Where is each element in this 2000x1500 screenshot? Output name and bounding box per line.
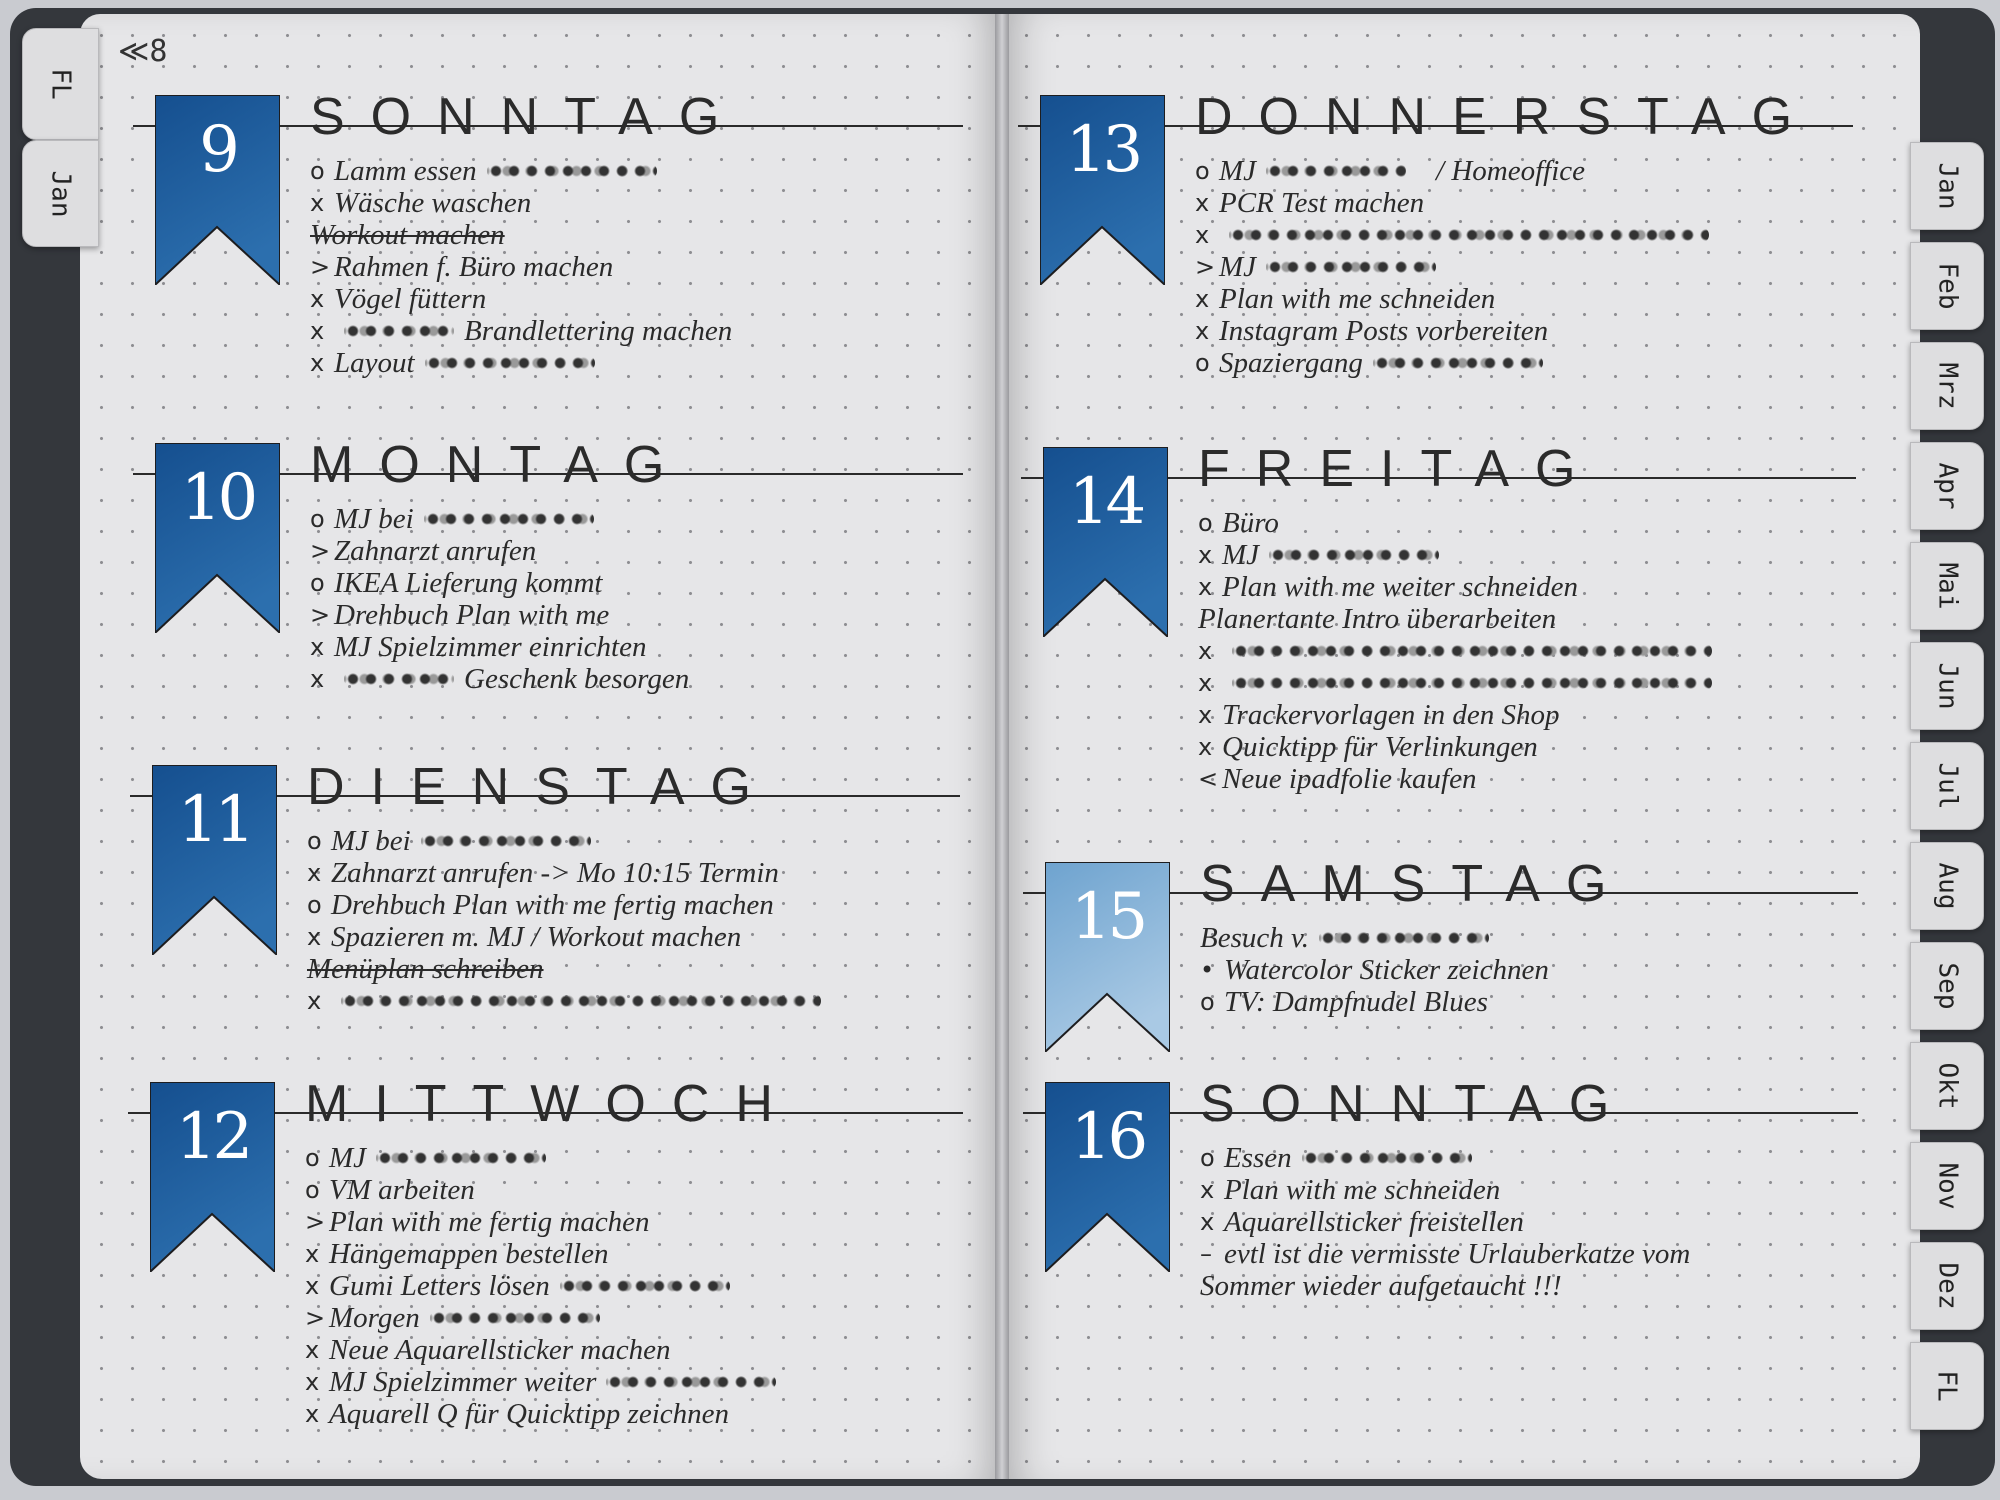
task-item[interactable] <box>1198 699 1712 731</box>
task-item[interactable] <box>1195 187 1709 219</box>
task-item[interactable] <box>310 663 689 695</box>
task-item[interactable] <box>1198 603 1712 635</box>
task-list <box>307 825 821 1017</box>
bullet-symbol: x <box>310 633 325 661</box>
redacted-text <box>424 511 594 527</box>
redacted-text <box>560 1278 730 1294</box>
task-item[interactable] <box>305 1334 776 1366</box>
date-banner <box>1040 95 1165 285</box>
task-item[interactable] <box>310 599 689 631</box>
bullet-symbol: o <box>1195 157 1210 185</box>
bullet-symbol: > <box>310 601 331 629</box>
bullet-symbol: x <box>310 317 325 345</box>
date-banner <box>155 443 280 633</box>
task-item[interactable] <box>1200 986 1549 1018</box>
task-item[interactable] <box>310 283 732 315</box>
task-item[interactable] <box>305 1398 776 1430</box>
task-item[interactable] <box>307 921 821 953</box>
redacted-text <box>1232 675 1712 691</box>
redacted-text <box>344 671 454 687</box>
redacted-text <box>341 993 821 1009</box>
task-item[interactable] <box>305 1142 776 1174</box>
weekday-title: SONNTAG <box>310 88 746 146</box>
bullet-symbol: x <box>1195 221 1210 249</box>
weekday-title: MONTAG <box>310 436 691 494</box>
task-text: Spazieren m. MJ / Workout machen <box>331 921 742 953</box>
bullet-symbol: o <box>310 157 325 185</box>
weekday-title: SAMSTAG <box>1200 855 1633 913</box>
weekday-title: FREITAG <box>1198 440 1602 498</box>
bullet-symbol: x <box>1200 1208 1215 1236</box>
date-number: 13 <box>1065 113 1140 187</box>
task-text: evtl ist die vermisste Urlauberkatze vom <box>1224 1238 1691 1270</box>
bullet-symbol: x <box>310 189 325 217</box>
task-text: Essen <box>1224 1142 1292 1174</box>
task-item[interactable] <box>310 631 689 663</box>
task-item[interactable] <box>1198 539 1712 571</box>
left-tab-fl[interactable] <box>22 28 99 140</box>
redacted-text <box>1269 547 1439 563</box>
task-item[interactable] <box>1200 1174 1690 1206</box>
task-item[interactable] <box>310 347 732 379</box>
redacted-text <box>376 1150 546 1166</box>
redacted-text <box>430 1310 600 1326</box>
month-tab-label: Okt <box>1932 1062 1962 1110</box>
task-text: Morgen <box>329 1302 420 1334</box>
month-tab-feb[interactable] <box>1910 242 1984 330</box>
date-number: 16 <box>1070 1100 1145 1174</box>
task-item[interactable] <box>310 535 689 567</box>
task-text: Büro <box>1222 507 1279 539</box>
task-list <box>1195 155 1709 379</box>
month-tab-label: FL <box>1932 1370 1962 1402</box>
task-list <box>305 1142 776 1430</box>
task-text: IKEA Lieferung kommt <box>334 567 603 599</box>
task-item[interactable] <box>1195 219 1709 251</box>
date-banner <box>150 1082 275 1272</box>
bullet-symbol: o <box>310 569 325 597</box>
bullet-symbol: x <box>1198 669 1213 697</box>
bullet-symbol: x <box>1195 317 1210 345</box>
month-tab-sep[interactable] <box>1910 942 1984 1030</box>
task-text: MJ <box>329 1142 367 1174</box>
month-tab-label: Aug <box>1932 862 1962 910</box>
bullet-symbol: > <box>1195 253 1216 281</box>
task-list <box>310 503 689 695</box>
task-text: Planertante Intro überarbeiten <box>1198 603 1557 635</box>
task-text: Drehbuch Plan with me <box>334 599 610 631</box>
month-tab-jul[interactable] <box>1910 742 1984 830</box>
task-text: Brandlettering machen <box>464 315 733 347</box>
task-text: Geschenk besorgen <box>464 663 690 695</box>
month-tab-jan[interactable] <box>1910 142 1984 230</box>
task-text: PCR Test machen <box>1219 187 1425 219</box>
redacted-text <box>487 163 657 179</box>
date-number: 10 <box>180 461 255 535</box>
month-tab-label: Nov <box>1932 1162 1962 1210</box>
bullet-symbol: x <box>307 987 322 1015</box>
bullet-symbol: x <box>307 923 322 951</box>
task-text: Gumi Letters lösen <box>329 1270 550 1302</box>
month-tab-label: Mai <box>1932 562 1962 610</box>
date-banner <box>1045 1082 1170 1272</box>
bullet-symbol: o <box>1198 509 1213 537</box>
task-item[interactable] <box>1195 251 1709 283</box>
bullet-symbol: o <box>1200 988 1215 1016</box>
task-text: MJ bei <box>331 825 411 857</box>
task-item[interactable] <box>1200 1238 1690 1270</box>
left-tab-label: Jan <box>45 170 76 217</box>
weekday-title: DONNERSTAG <box>1195 88 1819 146</box>
task-item[interactable] <box>1195 347 1709 379</box>
task-item[interactable] <box>305 1174 776 1206</box>
bullet-symbol: o <box>1200 1144 1215 1172</box>
task-text: MJ <box>1219 155 1257 187</box>
bullet-symbol: > <box>310 537 331 565</box>
task-item[interactable] <box>310 251 732 283</box>
task-text: Plan with me weiter schneiden <box>1222 571 1578 603</box>
weekday-title: MITTWOCH <box>305 1075 799 1133</box>
task-text: Plan with me fertig machen <box>329 1206 650 1238</box>
task-item[interactable] <box>310 567 689 599</box>
task-text: Neue Aquarellsticker machen <box>329 1334 671 1366</box>
task-list <box>1200 1142 1690 1302</box>
bullet-symbol: x <box>307 859 322 887</box>
task-text: Sommer wieder aufgetaucht !!! <box>1200 1270 1562 1302</box>
task-text: MJ Spielzimmer weiter <box>329 1366 597 1398</box>
task-item[interactable] <box>1200 922 1549 954</box>
bullet-symbol: x <box>305 1272 320 1300</box>
task-text: Layout <box>334 347 415 379</box>
task-item[interactable] <box>305 1270 776 1302</box>
task-text: MJ bei <box>334 503 414 535</box>
task-text: Plan with me schneiden <box>1219 283 1496 315</box>
month-tab-okt[interactable] <box>1910 1042 1984 1130</box>
task-item[interactable] <box>1195 155 1709 187</box>
bullet-symbol: x <box>1198 701 1213 729</box>
task-text: VM arbeiten <box>329 1174 475 1206</box>
task-item[interactable] <box>1198 571 1712 603</box>
month-tab-mrz[interactable] <box>1910 342 1984 430</box>
bullet-symbol: – <box>1200 1240 1212 1268</box>
task-text: Trackervorlagen in den Shop <box>1222 699 1560 731</box>
left-tab-label: FL <box>45 68 76 100</box>
month-tab-label: Jul <box>1932 762 1962 810</box>
date-number: 9 <box>199 113 236 187</box>
task-list <box>1198 507 1712 795</box>
bullet-symbol: x <box>305 1336 320 1364</box>
task-item[interactable] <box>1200 954 1549 986</box>
month-tab-apr[interactable] <box>1910 442 1984 530</box>
task-text: MJ <box>1219 251 1257 283</box>
month-tab-fl-end[interactable] <box>1910 1342 1984 1430</box>
task-text-suffix: / Homeoffice <box>1436 155 1586 187</box>
task-item[interactable] <box>310 187 732 219</box>
bullet-symbol: x <box>1198 573 1213 601</box>
month-tab-label: Mrz <box>1932 362 1962 410</box>
bullet-symbol: x <box>1198 637 1213 665</box>
task-text: Watercolor Sticker zeichnen <box>1224 954 1549 986</box>
task-text: MJ <box>1222 539 1260 571</box>
bullet-symbol: x <box>1198 733 1213 761</box>
date-banner <box>1045 862 1170 1052</box>
date-number: 15 <box>1070 880 1145 954</box>
date-banner <box>155 95 280 285</box>
task-text: Vögel füttern <box>334 283 487 315</box>
bullet-symbol: x <box>310 349 325 377</box>
task-list <box>310 155 732 379</box>
bullet-symbol: o <box>307 827 322 855</box>
bullet-symbol: o <box>1195 349 1210 377</box>
task-item[interactable] <box>1198 667 1712 699</box>
month-tab-label: Feb <box>1932 262 1962 310</box>
task-text: Plan with me schneiden <box>1224 1174 1501 1206</box>
left-tab-jan[interactable] <box>22 140 99 247</box>
task-item[interactable] <box>305 1206 776 1238</box>
month-tab-aug[interactable] <box>1910 842 1984 930</box>
month-tab-dez[interactable] <box>1910 1242 1984 1330</box>
bullet-symbol: > <box>310 253 331 281</box>
bullet-symbol: x <box>310 285 325 313</box>
date-number: 12 <box>175 1100 250 1174</box>
date-banner <box>1043 447 1168 637</box>
task-text: Wäsche waschen <box>334 187 532 219</box>
redacted-text <box>1302 1150 1472 1166</box>
redacted-text <box>344 323 454 339</box>
month-tab-nov[interactable] <box>1910 1142 1984 1230</box>
redacted-text <box>1266 163 1406 179</box>
bullet-symbol: x <box>1200 1176 1215 1204</box>
date-banner <box>152 765 277 955</box>
task-item[interactable] <box>1200 1206 1690 1238</box>
redacted-text <box>1266 259 1436 275</box>
task-text: TV: Dampfnudel Blues <box>1224 986 1488 1018</box>
task-text: Besuch v. <box>1200 922 1309 954</box>
bullet-symbol: x <box>305 1240 320 1268</box>
task-item[interactable] <box>1198 507 1712 539</box>
task-text: Rahmen f. Büro machen <box>334 251 614 283</box>
task-item[interactable] <box>307 857 821 889</box>
task-text: Menüplan schreiben <box>307 953 544 985</box>
task-item[interactable] <box>1195 283 1709 315</box>
task-list <box>1200 922 1549 1018</box>
bullet-symbol: x <box>305 1368 320 1396</box>
task-text: MJ Spielzimmer einrichten <box>334 631 647 663</box>
task-text: Workout machen <box>310 219 505 251</box>
redacted-text <box>425 355 595 371</box>
task-item[interactable] <box>1198 763 1712 795</box>
bullet-symbol: < <box>1198 765 1219 793</box>
redacted-text <box>1373 355 1543 371</box>
task-text: Quicktipp für Verlinkungen <box>1222 731 1538 763</box>
bullet-symbol: x <box>1198 541 1213 569</box>
task-text: Aquarellsticker freistellen <box>1224 1206 1524 1238</box>
task-item[interactable] <box>307 985 821 1017</box>
bullet-symbol: > <box>305 1304 326 1332</box>
task-text: Spaziergang <box>1219 347 1363 379</box>
redacted-text <box>421 833 591 849</box>
redacted-text <box>1319 930 1489 946</box>
task-item[interactable] <box>305 1366 776 1398</box>
redacted-text <box>1229 227 1709 243</box>
task-text: Lamm essen <box>334 155 477 187</box>
task-item[interactable] <box>310 315 732 347</box>
weekday-title: DIENSTAG <box>307 758 777 816</box>
task-item[interactable] <box>1195 315 1709 347</box>
redacted-text <box>606 1374 776 1390</box>
task-text: Drehbuch Plan with me fertig machen <box>331 889 774 921</box>
task-item[interactable] <box>1200 1270 1690 1302</box>
task-text: Zahnarzt anrufen <box>334 535 537 567</box>
task-item[interactable] <box>305 1238 776 1270</box>
redacted-text <box>1232 643 1712 659</box>
month-tab-label: Jan <box>1932 162 1962 210</box>
date-number: 14 <box>1068 465 1143 539</box>
bullet-symbol: x <box>1195 285 1210 313</box>
bullet-symbol: x <box>305 1400 320 1428</box>
task-item[interactable] <box>310 503 689 535</box>
bullet-symbol: o <box>305 1144 320 1172</box>
task-item[interactable] <box>307 889 821 921</box>
bullet-symbol: o <box>307 891 322 919</box>
task-text: Aquarell Q für Quicktipp zeichnen <box>329 1398 730 1430</box>
task-item[interactable] <box>305 1302 776 1334</box>
task-item[interactable] <box>1198 635 1712 667</box>
month-tab-label: Jun <box>1932 662 1962 710</box>
bullet-symbol: > <box>305 1208 326 1236</box>
bullet-symbol: • <box>1200 956 1215 984</box>
task-text: Zahnarzt anrufen -> Mo 10:15 Termin <box>331 857 779 889</box>
weekday-title: SONNTAG <box>1200 1075 1636 1133</box>
month-tab-jun[interactable] <box>1910 642 1984 730</box>
task-item[interactable] <box>307 825 821 857</box>
bullet-symbol: x <box>1195 189 1210 217</box>
task-item[interactable] <box>310 155 732 187</box>
task-text: Instagram Posts vorbereiten <box>1219 315 1549 347</box>
bullet-symbol: x <box>310 665 325 693</box>
task-text: Hängemappen bestellen <box>329 1238 609 1270</box>
task-item[interactable] <box>310 219 732 251</box>
month-tab-mai[interactable] <box>1910 542 1984 630</box>
back-link[interactable]: ≪8 <box>118 34 168 69</box>
task-item[interactable] <box>307 953 821 985</box>
task-item[interactable] <box>1198 731 1712 763</box>
month-tab-label: Sep <box>1932 962 1962 1010</box>
page-gutter <box>995 14 1009 1479</box>
date-number: 11 <box>177 783 252 857</box>
task-item[interactable] <box>1200 1142 1690 1174</box>
month-tab-label: Dez <box>1932 1262 1962 1310</box>
bullet-symbol: o <box>305 1176 320 1204</box>
bullet-symbol: o <box>310 505 325 533</box>
month-tab-label: Apr <box>1932 462 1962 510</box>
task-text: Neue ipadfolie kaufen <box>1222 763 1477 795</box>
